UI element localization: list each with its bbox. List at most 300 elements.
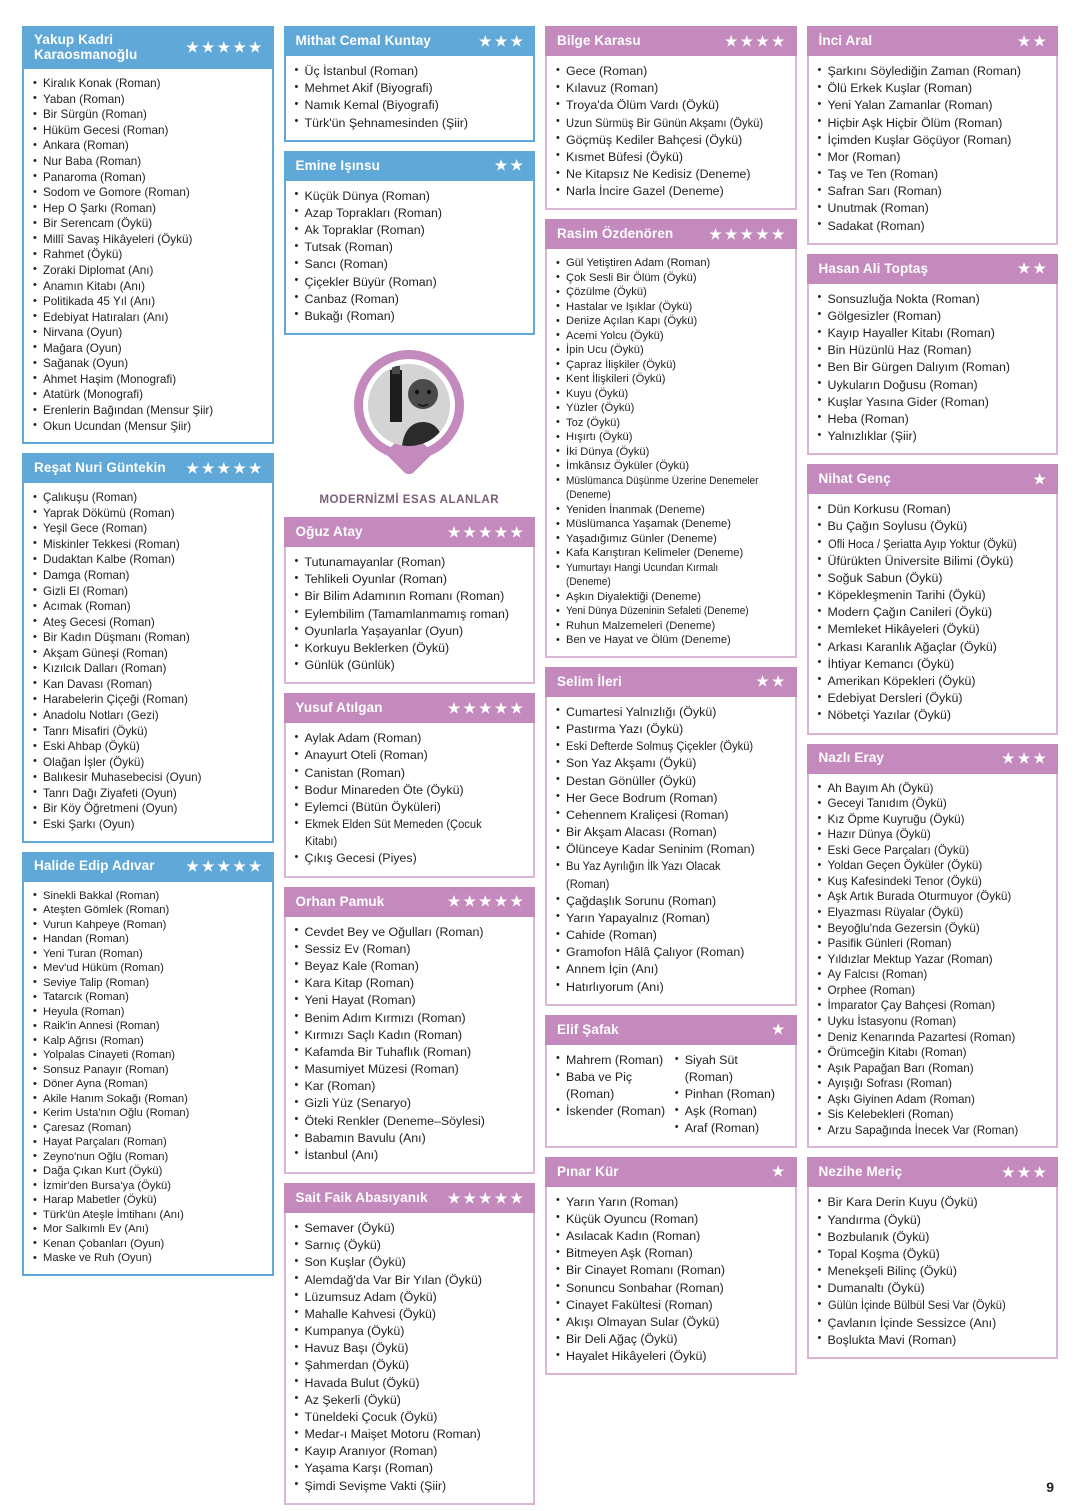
rating-stars xyxy=(495,158,523,172)
work-item: • Örümceğin Kitabı (Roman) xyxy=(817,1045,1049,1061)
work-item: • Her Gece Bodrum (Roman) xyxy=(555,790,787,807)
work-item: • Hastalar ve Işıklar (Öykü) xyxy=(555,300,787,315)
work-item: • Ahmet Haşim (Monografi) xyxy=(32,372,264,388)
work-item: • Dumanaltı (Öykü) xyxy=(817,1280,1049,1297)
work-item: • Destan Gönüller (Öykü) xyxy=(555,773,787,790)
work-item: • Kent İlişkileri (Öykü) xyxy=(555,372,787,387)
works-list-container xyxy=(22,69,274,444)
star-icon: ★ xyxy=(771,1021,785,1038)
work-item: • Yaprak Dökümü (Roman) xyxy=(32,506,264,522)
author-card-rasim-ozdenoren xyxy=(545,219,797,658)
star-icon: ★ xyxy=(479,893,492,910)
work-item: • Kuyu (Öykü) xyxy=(555,387,787,402)
work-item: • Eylemci (Bütün Öyküleri) xyxy=(294,799,526,816)
work-item: • Sinekli Bakkal (Roman) xyxy=(32,889,264,904)
work-item xyxy=(817,1297,1049,1314)
star-icon: ★ xyxy=(740,225,754,242)
work-item-text: Ofli Hoca / Şeriatta Ayıp Yoktur (Öykü) xyxy=(827,536,1017,551)
rating-stars xyxy=(1033,472,1046,486)
work-item: • Küçük Dünya (Roman) xyxy=(294,188,526,205)
work-item: • Yarın Yarın (Roman) xyxy=(555,1194,787,1211)
work-item: • Kenan Çobanları (Oyun) xyxy=(32,1237,264,1252)
work-item: • Sağanak (Oyun) xyxy=(32,356,264,372)
work-item: • İskender (Roman) xyxy=(555,1103,668,1120)
author-card-header xyxy=(284,1183,536,1213)
work-item: • Zoraki Diplomat (Anı) xyxy=(32,263,264,279)
work-item: • Masumiyet Müzesi (Roman) xyxy=(294,1061,526,1078)
star-icon: ★ xyxy=(233,459,246,476)
author-card-orhan-pamuk xyxy=(284,887,536,1174)
rating-stars xyxy=(772,1022,785,1036)
work-item: • Tüneldeki Çocuk (Öykü) xyxy=(294,1409,526,1426)
work-item: • Mehmet Akif (Biyografi) xyxy=(294,80,526,97)
star-icon: ★ xyxy=(1002,750,1015,766)
work-item: • Damga (Roman) xyxy=(32,568,264,584)
works-list-container xyxy=(284,1213,536,1505)
work-item: • Ruhun Malzemeleri (Deneme) xyxy=(555,619,787,634)
author-name: Nezihe Meriç xyxy=(818,1164,903,1180)
author-card-nezihe-meric xyxy=(807,1157,1059,1359)
work-item: • Ne Kitapsız Ne Kedisiz (Deneme) xyxy=(555,166,787,183)
work-item: • Kuşlar Yasına Gider (Roman) xyxy=(817,394,1049,411)
work-item: • Azap Toprakları (Roman) xyxy=(294,205,526,222)
star-icon: ★ xyxy=(494,893,508,910)
works-list-container xyxy=(545,56,797,210)
star-icon: ★ xyxy=(217,858,231,875)
work-item: • Eski Gece Parçaları (Öykü) xyxy=(817,843,1049,859)
work-item: • Şimdi Sevişme Vakti (Şiir) xyxy=(294,1478,526,1495)
author-card-header xyxy=(807,744,1059,774)
work-item: • Ateş Gecesi (Roman) xyxy=(32,615,264,631)
work-item: • Arzu Sapağında İnecek Var (Roman) xyxy=(817,1123,1049,1139)
works-list xyxy=(294,1220,526,1495)
work-item: • Maske ve Ruh (Oyun) xyxy=(32,1251,264,1266)
author-name: Selim İleri xyxy=(557,673,622,689)
work-item: • Arkası Karanlık Ağaçlar (Öykü) xyxy=(817,639,1049,656)
author-card-pinar-kur xyxy=(545,1157,797,1376)
work-item: • Çapraz İlişkiler (Öykü) xyxy=(555,358,787,373)
work-item: • Beyoğlu'nda Gezersin (Öykü) xyxy=(817,921,1049,937)
works-list xyxy=(555,704,787,996)
author-name: Pınar Kür xyxy=(557,1163,619,1179)
work-item: • Korkuyu Beklerken (Öykü) xyxy=(294,640,526,657)
work-item: • Oyunlarla Yaşayanlar (Oyun) xyxy=(294,623,526,640)
work-item: • Troya'da Ölüm Vardı (Öykü) xyxy=(555,97,787,114)
work-item: • Bin Hüzünlü Haz (Roman) xyxy=(817,342,1049,359)
author-card-header xyxy=(284,887,536,917)
work-item: • Bodur Minareden Öte (Öykü) xyxy=(294,782,526,799)
author-card-header xyxy=(545,1015,797,1045)
author-card-mithat-cemal-kuntay xyxy=(284,26,536,142)
author-name: Rasim Özdenören xyxy=(557,226,674,242)
work-item: • Gece (Roman) xyxy=(555,63,787,80)
star-icon: ★ xyxy=(186,39,199,56)
star-icon: ★ xyxy=(756,673,769,690)
work-item: • Bir Akşam Alacası (Roman) xyxy=(555,824,787,841)
work-item: • Erenlerin Bağından (Mensur Şiir) xyxy=(32,403,264,419)
star-icon: ★ xyxy=(248,459,262,476)
work-item: • Anadolu Notları (Gezi) xyxy=(32,708,264,724)
work-item: • Ah Bayım Ah (Öykü) xyxy=(817,781,1049,797)
work-item: • Kara Kitap (Roman) xyxy=(294,975,526,992)
work-item: • Gizli El (Roman) xyxy=(32,584,264,600)
work-item: • Menekşeli Bilinç (Öykü) xyxy=(817,1263,1049,1280)
work-item xyxy=(555,474,787,503)
work-item: • Alemdağ'da Var Bir Yılan (Öykü) xyxy=(294,1272,526,1289)
work-item xyxy=(555,858,787,892)
work-item: • Bu Çağın Soylusu (Öykü) xyxy=(817,518,1049,535)
works-list xyxy=(294,924,526,1164)
author-card-header xyxy=(807,254,1059,284)
author-card-sait-faik-abasiyanik xyxy=(284,1183,536,1505)
rating-stars xyxy=(1018,261,1046,275)
work-item: • İpin Ucu (Öykü) xyxy=(555,343,787,358)
work-item: • Çağdaşlık Sorunu (Roman) xyxy=(555,893,787,910)
star-icon: ★ xyxy=(479,699,492,716)
author-card-header xyxy=(545,667,797,697)
star-icon: ★ xyxy=(1017,1163,1031,1180)
work-item: • Yaşadığımız Günler (Deneme) xyxy=(555,532,787,547)
work-item: • Göçmüş Kediler Bahçesi (Öykü) xyxy=(555,132,787,149)
work-item: • Uykuların Doğusu (Roman) xyxy=(817,377,1049,394)
work-item: • Cumartesi Yalnızlığı (Öykü) xyxy=(555,704,787,721)
center-badge-label: MODERNİZMİ ESAS ALANLAR xyxy=(319,493,500,507)
work-item: • Bir Deli Ağaç (Öykü) xyxy=(555,1331,787,1348)
work-item: • Kafa Karıştıran Kelimeler (Deneme) xyxy=(555,546,787,561)
author-name: Reşat Nuri Güntekin xyxy=(34,460,166,476)
works-list xyxy=(555,256,787,648)
work-item: • Miskinler Tekkesi (Roman) xyxy=(32,537,264,553)
work-item: • Soğuk Sabun (Öykü) xyxy=(817,570,1049,587)
star-icon: ★ xyxy=(771,1163,785,1180)
work-item: • Unutmak (Roman) xyxy=(817,200,1049,217)
work-item: • Namık Kemal (Biyografi) xyxy=(294,97,526,114)
author-card-nihat-genc xyxy=(807,464,1059,734)
author-name: Mithat Cemal Kuntay xyxy=(295,32,431,48)
works-list xyxy=(817,63,1049,235)
author-card-yakup-kadri-karaosmanoglu xyxy=(22,26,274,444)
work-item-text: Bu Yaz Ayrılığın İlk Yazı Olacak (Roman) xyxy=(566,859,721,891)
work-item: • Topal Koşma (Öykü) xyxy=(817,1246,1049,1263)
work-item: • Pinhan (Roman) xyxy=(674,1086,787,1103)
star-icon: ★ xyxy=(479,1189,492,1206)
work-item: • Kiralık Konak (Roman) xyxy=(32,76,264,92)
work-item: • Mahalle Kahvesi (Öykü) xyxy=(294,1306,526,1323)
author-name: Hasan Ali Toptaş xyxy=(818,260,929,276)
star-icon: ★ xyxy=(201,858,215,875)
works-list xyxy=(32,490,264,832)
work-item: • İçimden Kuşlar Göçüyor (Roman) xyxy=(817,132,1049,149)
works-list-container xyxy=(807,1187,1059,1359)
star-icon: ★ xyxy=(510,1189,523,1206)
work-item: • Havada Bulut (Öykü) xyxy=(294,1375,526,1392)
work-item: • Kerim Usta'nın Oğlu (Roman) xyxy=(32,1106,264,1121)
star-icon: ★ xyxy=(447,1189,461,1206)
work-item: • İki Dünya (Öykü) xyxy=(555,445,787,460)
work-item: • Edebiyat Hatıraları (Anı) xyxy=(32,310,264,326)
work-item: • Sessiz Ev (Roman) xyxy=(294,941,526,958)
author-name: İnci Aral xyxy=(818,32,873,48)
author-card-oguz-atay xyxy=(284,517,536,684)
work-item: • Müslümanca Yaşamak (Deneme) xyxy=(555,517,787,532)
star-icon: ★ xyxy=(201,459,215,476)
work-item: • Cevdet Bey ve Oğulları (Roman) xyxy=(294,924,526,941)
work-item: • Mahrem (Roman) xyxy=(555,1052,668,1069)
column-2 xyxy=(284,26,536,1505)
work-item: • Akile Hanım Sokağı (Roman) xyxy=(32,1092,264,1107)
work-item: • Narla İncire Gazel (Deneme) xyxy=(555,183,787,200)
work-item: • Akışı Olmayan Sular (Öykü) xyxy=(555,1314,787,1331)
author-card-nazli-eray xyxy=(807,744,1059,1149)
work-item: • Gül Yetiştiren Adam (Roman) xyxy=(555,256,787,271)
work-item: • Nöbetçi Yazılar (Öykü) xyxy=(817,707,1049,724)
work-item: • Gizli Yüz (Senaryo) xyxy=(294,1095,526,1112)
work-item: • Çıkış Gecesi (Piyes) xyxy=(294,850,526,867)
work-item: • Ankara (Roman) xyxy=(32,138,264,154)
work-item: • Bir Kara Derin Kuyu (Öykü) xyxy=(817,1194,1049,1211)
work-item: • Mağara (Oyun) xyxy=(32,341,264,357)
works-list-container xyxy=(284,917,536,1174)
work-item: • Bukağı (Roman) xyxy=(294,308,526,325)
author-name: Yusuf Atılgan xyxy=(295,700,383,716)
work-item: • Kız Öpme Kuyruğu (Öykü) xyxy=(817,812,1049,828)
author-card-header xyxy=(22,453,274,483)
author-card-i-nci-aral xyxy=(807,26,1059,245)
work-item: • İhtiyar Kemancı (Öykü) xyxy=(817,656,1049,673)
work-item: • Hayat Parçaları (Roman) xyxy=(32,1135,264,1150)
star-icon: ★ xyxy=(771,225,785,242)
work-item-text: Uzun Sürmüş Bir Günün Akşamı (Öykü) xyxy=(566,115,764,130)
work-item: • Yaban (Roman) xyxy=(32,92,264,108)
work-item: • İmkânsız Öyküler (Öykü) xyxy=(555,459,787,474)
rating-stars xyxy=(448,525,523,539)
column-1 xyxy=(22,26,274,1276)
work-item: • Boşlukta Mavi (Roman) xyxy=(817,1332,1049,1349)
work-item: • Semaver (Öykü) xyxy=(294,1220,526,1237)
work-item: • Hüküm Gecesi (Roman) xyxy=(32,123,264,139)
center-badge xyxy=(284,344,536,508)
works-list-container xyxy=(545,1045,797,1148)
work-item: • Hayalet Hikâyeleri (Öykü) xyxy=(555,1348,787,1365)
star-icon: ★ xyxy=(1002,1163,1015,1180)
work-item: • Aşk (Roman) xyxy=(674,1103,787,1120)
work-item: • Sarnıç (Öykü) xyxy=(294,1237,526,1254)
star-icon: ★ xyxy=(1033,32,1046,49)
work-item: • Beyaz Kale (Roman) xyxy=(294,958,526,975)
work-item: • Harap Mabetler (Öykü) xyxy=(32,1193,264,1208)
work-item: • Dudaktan Kalbe (Roman) xyxy=(32,552,264,568)
works-list xyxy=(294,188,526,325)
star-icon: ★ xyxy=(201,39,215,56)
rating-stars xyxy=(479,34,523,48)
works-list xyxy=(555,63,787,200)
work-item: • Canistan (Roman) xyxy=(294,765,526,782)
work-item: • Kısmet Büfesi (Öykü) xyxy=(555,149,787,166)
star-icon: ★ xyxy=(756,225,769,242)
work-item: • Aşık Papağan Barı (Roman) xyxy=(817,1061,1049,1077)
work-item: • Ayışığı Sofrası (Roman) xyxy=(817,1076,1049,1092)
work-item: • Üç İstanbul (Roman) xyxy=(294,63,526,80)
work-item: • Aylak Adam (Roman) xyxy=(294,730,526,747)
author-card-elif-safak xyxy=(545,1015,797,1148)
work-item: • İstanbul (Anı) xyxy=(294,1147,526,1164)
star-icon: ★ xyxy=(1033,260,1046,277)
work-item: • Aşk Artık Burada Oturmuyor (Öykü) xyxy=(817,889,1049,905)
work-item: • Kar (Roman) xyxy=(294,1078,526,1095)
works-list-container xyxy=(807,774,1059,1149)
author-card-header xyxy=(284,151,536,181)
work-item: • Ateşten Gömlek (Roman) xyxy=(32,903,264,918)
work-item: • Yeni Yalan Zamanlar (Roman) xyxy=(817,97,1049,114)
star-icon: ★ xyxy=(510,893,523,910)
star-icon: ★ xyxy=(479,523,492,540)
star-icon: ★ xyxy=(494,32,508,49)
work-item: • Yeni Hayat (Roman) xyxy=(294,992,526,1009)
author-card-yusuf-atilgan xyxy=(284,693,536,877)
author-portrait-photo xyxy=(368,364,450,446)
work-item: • Ak Topraklar (Roman) xyxy=(294,222,526,239)
work-item: • Ölünceye Kadar Seninim (Roman) xyxy=(555,841,787,858)
author-name: Bilge Karasu xyxy=(557,32,641,48)
work-item: • Sonuncu Sonbahar (Roman) xyxy=(555,1280,787,1297)
work-item: • Döner Ayna (Roman) xyxy=(32,1077,264,1092)
work-item: • Panaroma (Roman) xyxy=(32,170,264,186)
author-card-halide-edip-adivar xyxy=(22,852,274,1276)
work-item: • Sonsuz Panayır (Roman) xyxy=(32,1063,264,1078)
works-list xyxy=(294,730,526,867)
author-name: Nihat Genç xyxy=(818,471,891,487)
work-item: • Atatürk (Monografi) xyxy=(32,387,264,403)
star-icon: ★ xyxy=(494,699,508,716)
works-list-container xyxy=(284,547,536,684)
work-item: • Tutunamayanlar (Roman) xyxy=(294,554,526,571)
star-icon: ★ xyxy=(447,893,461,910)
work-item: • Hiçbir Aşk Hiçbir Ölüm (Roman) xyxy=(817,115,1049,132)
work-item: • Geceyi Tanıdım (Öykü) xyxy=(817,796,1049,812)
map-pin-shape xyxy=(348,350,470,486)
column-4 xyxy=(807,26,1059,1359)
star-icon: ★ xyxy=(771,32,785,49)
work-item xyxy=(555,604,787,619)
work-item: • Okun Ucundan (Mensur Şiir) xyxy=(32,419,264,435)
work-item: • Kayıp Hayaller Kitabı (Roman) xyxy=(817,325,1049,342)
star-icon: ★ xyxy=(494,523,508,540)
rating-stars xyxy=(186,461,261,475)
work-item: • Öteki Renkler (Deneme–Söylesi) xyxy=(294,1113,526,1130)
rating-stars xyxy=(186,859,261,873)
star-icon: ★ xyxy=(1033,750,1046,766)
works-list-container xyxy=(807,56,1059,245)
star-icon: ★ xyxy=(494,1189,508,1206)
works-list xyxy=(555,1052,787,1138)
author-name: Emine Işınsu xyxy=(295,157,380,173)
author-card-header xyxy=(22,26,274,69)
work-item: • Vurun Kahpeye (Roman) xyxy=(32,918,264,933)
work-item xyxy=(294,816,526,850)
rating-stars xyxy=(756,674,784,688)
work-item: • Çavlanın İçinde Sessizce (Anı) xyxy=(817,1315,1049,1332)
work-item: • Seviye Talip (Roman) xyxy=(32,976,264,991)
work-item: • Yeniden İnanmak (Deneme) xyxy=(555,503,787,518)
work-item: • Tanrı Dağı Ziyafeti (Oyun) xyxy=(32,786,264,802)
work-item: • Günlük (Günlük) xyxy=(294,657,526,674)
author-card-header xyxy=(284,693,536,723)
work-item: • Çok Sesli Bir Ölüm (Öykü) xyxy=(555,271,787,286)
author-card-selim-i-leri xyxy=(545,667,797,1006)
work-item: • Denize Açılan Kapı (Öykü) xyxy=(555,314,787,329)
work-item-text: Yeni Dünya Düzeninin Sefaleti (Deneme) xyxy=(566,605,749,618)
star-icon: ★ xyxy=(1033,470,1046,487)
work-item: • Pasifik Günleri (Roman) xyxy=(817,936,1049,952)
work-item: • Üfürükten Üniversite Bilimi (Öykü) xyxy=(817,553,1049,570)
author-card-header xyxy=(284,517,536,547)
work-item: • Bir Bilim Adamının Romanı (Roman) xyxy=(294,588,526,605)
work-item xyxy=(555,738,787,755)
author-card-header xyxy=(807,464,1059,494)
work-item: • Kayıp Aranıyor (Roman) xyxy=(294,1443,526,1460)
rating-stars xyxy=(1002,751,1046,765)
work-item: • Kafamda Bir Tuhaflık (Roman) xyxy=(294,1044,526,1061)
work-item: • Sonsuzluğa Nokta (Roman) xyxy=(817,291,1049,308)
work-item: • Anamın Kitabı (Anı) xyxy=(32,279,264,295)
star-icon: ★ xyxy=(479,32,492,49)
star-icon: ★ xyxy=(724,225,738,242)
works-list-container xyxy=(545,249,797,658)
works-list xyxy=(294,63,526,132)
author-card-header xyxy=(545,219,797,249)
author-card-header xyxy=(807,26,1059,56)
work-item: • Balıkesir Muhasebecisi (Oyun) xyxy=(32,770,264,786)
work-item: • Aşkı Giyinen Adam (Roman) xyxy=(817,1092,1049,1108)
work-item: • Yolpalas Cinayeti (Roman) xyxy=(32,1048,264,1063)
work-item: • Heba (Roman) xyxy=(817,411,1049,428)
star-icon: ★ xyxy=(494,157,508,174)
work-item: • Türk'ün Ateşle İmtihanı (Anı) xyxy=(32,1208,264,1223)
work-item: • Kılavuz (Roman) xyxy=(555,80,787,97)
works-list xyxy=(32,76,264,434)
star-icon: ★ xyxy=(186,858,199,875)
star-icon: ★ xyxy=(756,32,769,49)
rating-stars xyxy=(1018,34,1046,48)
rating-stars xyxy=(1002,1165,1046,1179)
work-item: • Tehlikeli Oyunlar (Roman) xyxy=(294,571,526,588)
work-item: • Yeni Turan (Roman) xyxy=(32,947,264,962)
work-item: • Bir Serencam (Öykü) xyxy=(32,216,264,232)
work-item: • Mev'ud Hüküm (Roman) xyxy=(32,961,264,976)
works-list xyxy=(817,291,1049,446)
work-item: • Sis Kelebekleri (Roman) xyxy=(817,1107,1049,1123)
work-item: • Mor (Roman) xyxy=(817,149,1049,166)
work-item: • Çözülme (Öykü) xyxy=(555,285,787,300)
work-item: • Olağan İşler (Öykü) xyxy=(32,755,264,771)
star-icon: ★ xyxy=(463,893,477,910)
work-item: • Rahmet (Öykü) xyxy=(32,247,264,263)
author-card-resat-nuri-guntekin xyxy=(22,453,274,842)
work-item: • Çaresaz (Roman) xyxy=(32,1121,264,1136)
work-item: • Memleket Hikâyeleri (Öykü) xyxy=(817,621,1049,638)
work-item: • Kalp Ağrısı (Roman) xyxy=(32,1034,264,1049)
works-list-container xyxy=(545,697,797,1006)
work-item: • Araf (Roman) xyxy=(674,1120,787,1137)
star-icon: ★ xyxy=(709,225,722,242)
work-item: • Kan Davası (Roman) xyxy=(32,677,264,693)
work-item: • Bir Cinayet Romanı (Roman) xyxy=(555,1262,787,1279)
star-icon: ★ xyxy=(510,699,523,716)
star-icon: ★ xyxy=(740,32,754,49)
work-item: • Uyku İstasyonu (Roman) xyxy=(817,1014,1049,1030)
author-name: Orhan Pamuk xyxy=(295,893,385,909)
work-item: • Zeyno'nun Oğlu (Roman) xyxy=(32,1150,264,1165)
